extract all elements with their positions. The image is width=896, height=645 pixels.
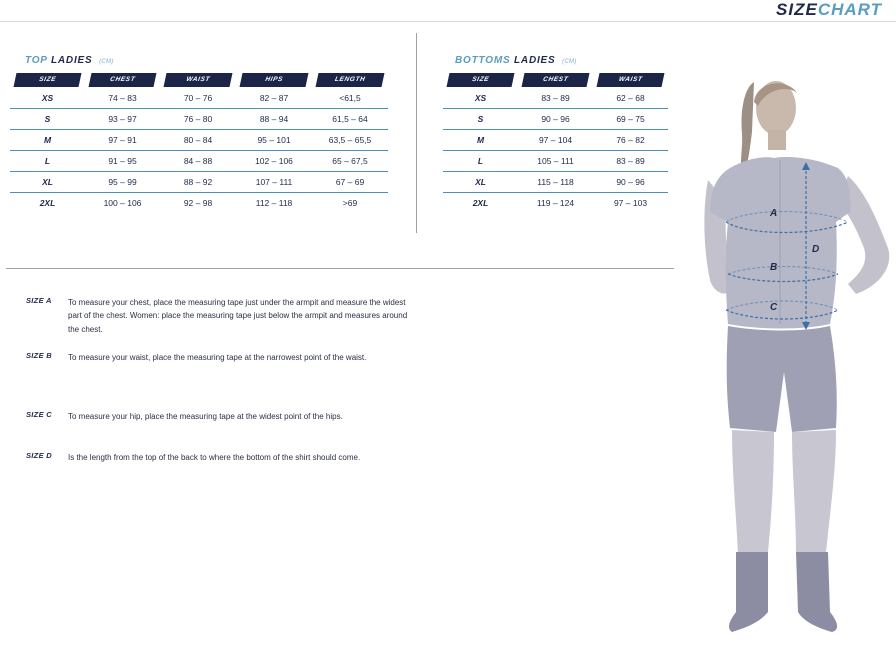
table-cell: 112 – 118 [255,198,293,208]
top-title-colored: TOP [25,55,48,66]
column-header: LENGTH [312,72,388,88]
top-table-title [25,55,114,66]
table-cell: 91 – 95 [85,151,160,172]
table-row [443,193,668,213]
table-cell: <61,5 [312,88,388,109]
table-cell: 61,5 – 64 [312,109,388,130]
table-cell: M [443,130,518,151]
table-cell: 90 – 96 [518,109,593,130]
table-cell: 2XL [39,198,56,208]
column-header: CHEST [85,72,160,88]
table-cell: 69 – 75 [593,109,668,130]
table-row [443,130,668,151]
table-cell: 80 – 84 [160,130,236,151]
table-cell: 115 – 118 [518,172,593,193]
table-cell: 83 – 89 [593,151,668,172]
bottoms-title-colored: BOTTOMS [455,55,511,66]
table-row [10,88,388,109]
table-row [10,172,388,193]
table-cell: 62 – 68 [593,88,668,109]
bottoms-table-title [455,55,577,66]
table-row [10,130,388,151]
table-cell: XS [443,88,518,109]
column-header: SIZE [10,72,85,88]
marker-d: D [812,244,820,255]
column-header: SIZE [443,72,518,88]
table-cell: M [10,130,85,151]
top-size-table [10,72,388,213]
table-row [443,151,668,172]
table-cell: 100 – 106 [103,198,142,208]
top-title-unit: (CM) [99,59,114,65]
table-cell: 95 – 99 [85,172,160,193]
table-cell: 105 – 111 [518,151,593,172]
table-cell: 2XL [472,198,489,208]
table-cell: 92 – 98 [183,198,213,208]
note-text: To measure your chest, place the measuring tape just under the armpit and measure the widest part of the chest. Women: place the measuring tape just below the armpit and measures around the chest. [68,298,408,334]
table-cell: 119 – 124 [536,198,575,208]
size-chart-heading [776,0,882,20]
bottoms-title-dark: LADIES [514,55,556,66]
table-row [10,109,388,130]
table-cell: 93 – 97 [85,109,160,130]
table-cell: 84 – 88 [160,151,236,172]
column-header: CHEST [518,72,593,88]
table-cell: 83 – 89 [518,88,593,109]
table-cell: 74 – 83 [85,88,160,109]
table-cell: 95 – 101 [236,130,312,151]
heading-part-chart: CHART [817,0,882,19]
table-cell: S [443,109,518,130]
table-cell: 102 – 106 [236,151,312,172]
table-cell: 107 – 111 [236,172,312,193]
section-horizontal-divider [6,268,674,269]
marker-b: B [770,262,778,273]
table-cell: 63,5 – 65,5 [312,130,388,151]
table-cell: 76 – 82 [593,130,668,151]
table-cell: S [10,109,85,130]
heading-part-size: SIZE [776,0,818,19]
table-row [10,151,388,172]
table-row [443,88,668,109]
model-figure [688,72,896,640]
table-cell: 88 – 92 [160,172,236,193]
table-cell: 97 – 104 [518,130,593,151]
marker-a: A [770,208,778,219]
table-cell: 65 – 67,5 [312,151,388,172]
column-header: WAIST [160,72,236,88]
table-cell: 90 – 96 [593,172,668,193]
table-cell: 97 – 91 [85,130,160,151]
model-silhouette-illustration [688,72,896,640]
column-header: HIPS [236,72,312,88]
table-header-row [443,72,668,88]
table-cell: >69 [342,198,358,208]
table-cell: 97 – 103 [613,198,648,208]
note-label: SIZE C [26,410,52,419]
note-label: SIZE A [26,296,52,305]
header-divider [0,21,896,22]
table-cell: L [10,151,85,172]
top-title-dark: LADIES [51,55,93,66]
table-cell: L [443,151,518,172]
table-row [443,172,668,193]
marker-c: C [770,302,778,313]
table-cell: 82 – 87 [236,88,312,109]
bottoms-size-table [443,72,668,213]
note-text: To measure your waist, place the measuring tape at the narrowest point of the waist. [68,353,367,362]
table-cell: XS [10,88,85,109]
table-cell: XL [10,172,85,193]
table-cell: XL [443,172,518,193]
table-row [10,193,388,213]
note-text: Is the length from the top of the back to where the bottom of the shirt should come. [68,453,361,462]
table-cell: 76 – 80 [160,109,236,130]
table-cell: 88 – 94 [236,109,312,130]
note-label: SIZE B [26,351,52,360]
table-row [443,109,668,130]
column-header: WAIST [593,72,668,88]
bottoms-title-unit: (CM) [562,59,577,65]
tables-vertical-divider [416,33,417,233]
note-text: To measure your hip, place the measuring tape at the widest point of the hips. [68,412,343,421]
note-label: SIZE D [26,451,52,460]
table-cell: 67 – 69 [312,172,388,193]
table-header-row [10,72,388,88]
table-cell: 70 – 76 [160,88,236,109]
